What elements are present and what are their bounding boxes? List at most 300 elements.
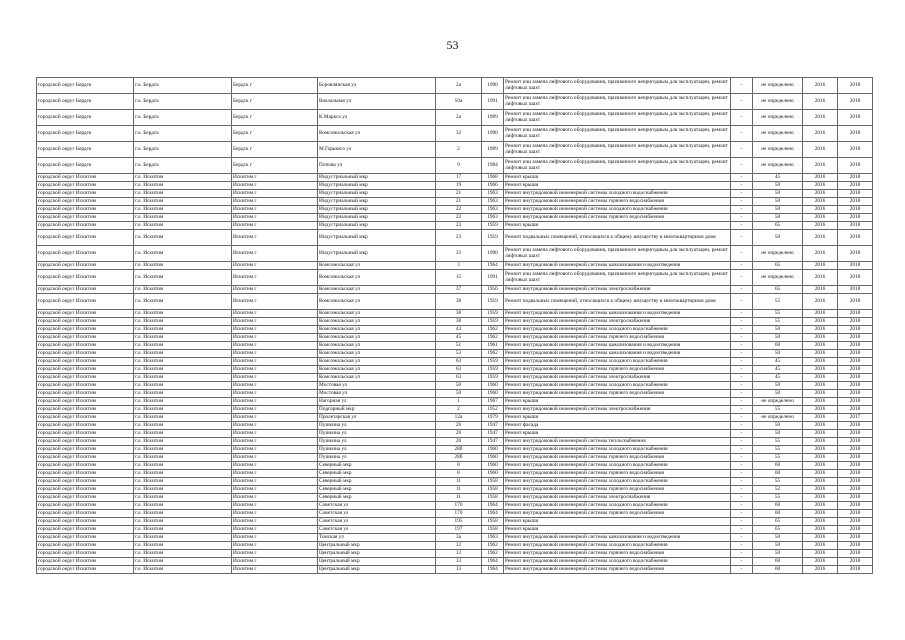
cost-cell: 50	[753, 182, 803, 190]
year-built-cell: 1963	[482, 190, 504, 198]
house-number-cell: 15	[436, 270, 482, 286]
locality-cell: Бердск г	[232, 110, 318, 126]
year-built-cell: 1990	[482, 126, 504, 142]
house-number-cell: 63	[436, 358, 482, 366]
year-built-cell: 1958	[482, 494, 504, 502]
cost-cell: 45	[753, 174, 803, 182]
locality-cell: Искитим г	[232, 486, 318, 494]
street-cell: Центральный мкр	[318, 550, 436, 558]
start-year-cell: 2016	[803, 214, 838, 222]
dash-cell: -	[731, 326, 753, 334]
end-year-cell: 2018	[838, 462, 873, 470]
end-year-cell: 2018	[838, 326, 873, 334]
dash-cell: -	[731, 430, 753, 438]
municipality-cell: городской округ Искитим	[37, 246, 134, 262]
municipality-cell: городской округ Искитим	[37, 550, 134, 558]
dash-cell: -	[731, 142, 753, 158]
year-built-cell: 1964	[482, 262, 504, 270]
locality-cell: Искитим г	[232, 262, 318, 270]
locality-cell: Искитим г	[232, 454, 318, 462]
cost-cell: не определено	[753, 142, 803, 158]
year-built-cell: 1961	[482, 342, 504, 350]
locality-cell: Искитим г	[232, 414, 318, 422]
end-year-cell: 2018	[838, 390, 873, 398]
dash-cell: -	[731, 374, 753, 382]
municipality-cell: городской округ Искитим	[37, 486, 134, 494]
end-year-cell: 2018	[838, 542, 873, 550]
year-built-cell: 1952	[482, 406, 504, 414]
house-number-cell: 3	[436, 262, 482, 270]
start-year-cell: 2016	[803, 510, 838, 518]
work-type-cell: Ремонт внутридомовой инженерной системы холодного водоснабжения	[504, 358, 731, 366]
locality-cell: Искитим г	[232, 270, 318, 286]
table-row	[37, 502, 873, 510]
work-type-cell: Ремонт внутридомовой инженерной системы канализования и водоотведения	[504, 534, 731, 542]
end-year-cell: 2018	[838, 510, 873, 518]
district-cell: г.о. Искитим	[134, 398, 232, 406]
municipality-cell: городской округ Бердск	[37, 126, 134, 142]
work-type-cell: Ремонт внутридомовой инженерной системы горячего водоснабжения	[504, 510, 731, 518]
street-cell: Комсомольская ул	[318, 286, 436, 294]
street-cell: Томская ул	[318, 534, 436, 542]
year-built-cell: 1958	[482, 478, 504, 486]
municipality-cell: городской округ Бердск	[37, 158, 134, 174]
municipality-cell: городской округ Искитим	[37, 510, 134, 518]
year-built-cell: 1947	[482, 430, 504, 438]
locality-cell: Искитим г	[232, 566, 318, 574]
year-built-cell: 1990	[482, 78, 504, 94]
district-cell: г.о. Искитим	[134, 438, 232, 446]
district-cell: г.о. Искитим	[134, 198, 232, 206]
start-year-cell: 2016	[803, 542, 838, 550]
district-cell: г.о. Искитим	[134, 542, 232, 550]
district-cell: г.о. Искитим	[134, 262, 232, 270]
dash-cell: -	[731, 534, 753, 542]
year-built-cell: 1956	[482, 286, 504, 294]
municipality-cell: городской округ Искитим	[37, 470, 134, 478]
start-year-cell: 2016	[803, 318, 838, 326]
street-cell: Комсомольская ул	[318, 334, 436, 342]
end-year-cell: 2018	[838, 174, 873, 182]
cost-cell: 50	[753, 350, 803, 358]
work-type-cell: Ремонт внутридомовой инженерной системы электроснабжения	[504, 406, 731, 414]
table-row	[37, 334, 873, 342]
house-number-cell: 170	[436, 510, 482, 518]
start-year-cell: 2016	[803, 550, 838, 558]
table-row	[37, 558, 873, 566]
table-row	[37, 454, 873, 462]
dash-cell: -	[731, 222, 753, 230]
house-number-cell: 195	[436, 518, 482, 526]
locality-cell: Искитим г	[232, 366, 318, 374]
table-row	[37, 438, 873, 446]
municipality-cell: городской округ Искитим	[37, 198, 134, 206]
start-year-cell: 2016	[803, 270, 838, 286]
street-cell: Центральный мкр	[318, 542, 436, 550]
municipality-cell: городской округ Искитим	[37, 534, 134, 542]
table-row	[37, 566, 873, 574]
start-year-cell: 2016	[803, 126, 838, 142]
end-year-cell: 2018	[838, 206, 873, 214]
year-built-cell: 1991	[482, 270, 504, 286]
end-year-cell: 2018	[838, 374, 873, 382]
work-type-cell: Ремонт внутридомовой инженерной системы канализования и водоотведения	[504, 350, 731, 358]
work-type-cell: Ремонт внутридомовой инженерной системы теплоснабжения	[504, 438, 731, 446]
district-cell: г.о. Бердск	[134, 94, 232, 110]
municipality-cell: городской округ Искитим	[37, 382, 134, 390]
dash-cell: -	[731, 422, 753, 430]
end-year-cell: 2018	[838, 198, 873, 206]
dash-cell: -	[731, 294, 753, 310]
house-number-cell: 11	[436, 494, 482, 502]
locality-cell: Искитим г	[232, 462, 318, 470]
house-number-cell: 63	[436, 374, 482, 382]
cost-cell: не определено	[753, 270, 803, 286]
district-cell: г.о. Искитим	[134, 174, 232, 182]
locality-cell: Искитим г	[232, 190, 318, 198]
locality-cell: Искитим г	[232, 542, 318, 550]
start-year-cell: 2016	[803, 230, 838, 246]
table-row	[37, 158, 873, 174]
start-year-cell: 2016	[803, 158, 838, 174]
cost-cell: 50	[753, 334, 803, 342]
dash-cell: -	[731, 438, 753, 446]
work-type-cell: Ремонт или замена лифтового оборудования, признанного непригодным для эксплуатации, ремонт лифтовых шахт	[504, 246, 731, 262]
end-year-cell: 2018	[838, 478, 873, 486]
locality-cell: Искитим г	[232, 286, 318, 294]
locality-cell: Искитим г	[232, 510, 318, 518]
municipality-cell: городской округ Искитим	[37, 262, 134, 270]
year-built-cell: 1967	[482, 398, 504, 406]
end-year-cell: 2018	[838, 382, 873, 390]
end-year-cell: 2018	[838, 230, 873, 246]
cost-cell: 55	[753, 294, 803, 310]
cost-cell: 60	[753, 502, 803, 510]
house-number-cell: 38	[436, 310, 482, 318]
locality-cell: Искитим г	[232, 430, 318, 438]
table-row	[37, 78, 873, 94]
end-year-cell: 2018	[838, 398, 873, 406]
end-year-cell: 2018	[838, 406, 873, 414]
locality-cell: Искитим г	[232, 342, 318, 350]
district-cell: г.о. Искитим	[134, 430, 232, 438]
cost-cell: 55	[753, 438, 803, 446]
municipality-cell: городской округ Искитим	[37, 542, 134, 550]
municipality-cell: городской округ Искитим	[37, 214, 134, 222]
end-year-cell: 2018	[838, 550, 873, 558]
start-year-cell: 2016	[803, 398, 838, 406]
street-cell: Комсомольская ул	[318, 294, 436, 310]
district-cell: г.о. Искитим	[134, 550, 232, 558]
dash-cell: -	[731, 478, 753, 486]
work-type-cell: Ремонт внутридомовой инженерной системы холодного водоснабжения	[504, 446, 731, 454]
start-year-cell: 2016	[803, 78, 838, 94]
end-year-cell: 2018	[838, 430, 873, 438]
cost-cell: 55	[753, 494, 803, 502]
table-row	[37, 518, 873, 526]
start-year-cell: 2016	[803, 566, 838, 574]
table-row	[37, 206, 873, 214]
street-cell: Центральный мкр	[318, 558, 436, 566]
house-number-cell: 22	[436, 214, 482, 222]
municipality-cell: городской округ Искитим	[37, 350, 134, 358]
street-cell: Комсомольская ул	[318, 350, 436, 358]
work-type-cell: Ремонт крыши	[504, 182, 731, 190]
district-cell: г.о. Искитим	[134, 318, 232, 326]
cost-cell: 55	[753, 318, 803, 326]
start-year-cell: 2016	[803, 198, 838, 206]
cost-cell: 45	[753, 358, 803, 366]
start-year-cell: 2016	[803, 246, 838, 262]
street-cell: М.Горького ул	[318, 142, 436, 158]
work-type-cell: Ремонт внутридомовой инженерной системы канализования и водоотведения	[504, 310, 731, 318]
locality-cell: Искитим г	[232, 294, 318, 310]
house-number-cell: 12а	[436, 414, 482, 422]
end-year-cell: 2018	[838, 222, 873, 230]
table-row	[37, 526, 873, 534]
municipality-cell: городской округ Искитим	[37, 454, 134, 462]
municipality-cell: городской округ Искитим	[37, 518, 134, 526]
municipality-cell: городской округ Искитим	[37, 406, 134, 414]
end-year-cell: 2018	[838, 534, 873, 542]
street-cell: Индустриальный мкр	[318, 230, 436, 246]
street-cell: Индустриальный мкр	[318, 182, 436, 190]
end-year-cell: 2018	[838, 470, 873, 478]
dash-cell: -	[731, 446, 753, 454]
work-type-cell: Ремонт внутридомовой инженерной системы холодного водоснабжения	[504, 542, 731, 550]
table-row	[37, 126, 873, 142]
cost-cell: 45	[753, 374, 803, 382]
cost-cell: 65	[753, 526, 803, 534]
house-number-cell: 12	[436, 550, 482, 558]
house-number-cell: 1	[436, 398, 482, 406]
year-built-cell: 1960	[482, 470, 504, 478]
table-row	[37, 142, 873, 158]
table-row	[37, 550, 873, 558]
table-row	[37, 390, 873, 398]
dash-cell: -	[731, 318, 753, 326]
district-cell: г.о. Искитим	[134, 246, 232, 262]
start-year-cell: 2016	[803, 446, 838, 454]
year-built-cell: 1989	[482, 110, 504, 126]
year-built-cell: 1959	[482, 310, 504, 318]
locality-cell: Искитим г	[232, 230, 318, 246]
house-number-cell: 13	[436, 558, 482, 566]
municipality-cell: городской округ Искитим	[37, 566, 134, 574]
house-number-cell: 38	[436, 318, 482, 326]
start-year-cell: 2016	[803, 478, 838, 486]
district-cell: г.о. Искитим	[134, 374, 232, 382]
locality-cell: Искитим г	[232, 446, 318, 454]
table-row	[37, 94, 873, 110]
locality-cell: Искитим г	[232, 206, 318, 214]
end-year-cell: 2018	[838, 294, 873, 310]
municipality-cell: городской округ Искитим	[37, 326, 134, 334]
district-cell: г.о. Искитим	[134, 358, 232, 366]
end-year-cell: 2018	[838, 502, 873, 510]
end-year-cell: 2018	[838, 350, 873, 358]
street-cell: Северный мкр	[318, 478, 436, 486]
municipality-cell: городской округ Искитим	[37, 502, 134, 510]
work-type-cell: Ремонт или замена лифтового оборудования, признанного непригодным для эксплуатации, ремонт лифтовых шахт	[504, 158, 731, 174]
work-type-cell: Ремонт внутридомовой инженерной системы холодного водоснабжения	[504, 382, 731, 390]
start-year-cell: 2016	[803, 206, 838, 214]
table-row	[37, 246, 873, 262]
dash-cell: -	[731, 398, 753, 406]
house-number-cell: 11	[436, 486, 482, 494]
dash-cell: -	[731, 470, 753, 478]
locality-cell: Бердск г	[232, 142, 318, 158]
work-type-cell: Ремонт крыши	[504, 526, 731, 534]
cost-cell: 55	[753, 446, 803, 454]
year-built-cell: 1984	[482, 158, 504, 174]
house-number-cell: 21	[436, 190, 482, 198]
municipality-cell: городской округ Искитим	[37, 230, 134, 246]
work-type-cell: Ремонт внутридомовой инженерной системы электроснабжения	[504, 374, 731, 382]
work-type-cell: Ремонт внутридомовой инженерной системы электроснабжения	[504, 318, 731, 326]
start-year-cell: 2016	[803, 526, 838, 534]
end-year-cell: 2017	[838, 414, 873, 422]
end-year-cell: 2018	[838, 158, 873, 174]
street-cell: Подгорный мкр	[318, 406, 436, 414]
street-cell: Мостовая ул	[318, 390, 436, 398]
work-type-cell: Ремонт внутридомовой инженерной системы горячего водоснабжения	[504, 214, 731, 222]
district-cell: г.о. Искитим	[134, 414, 232, 422]
municipality-cell: городской округ Искитим	[37, 318, 134, 326]
locality-cell: Искитим г	[232, 398, 318, 406]
municipality-cell: городской округ Искитим	[37, 358, 134, 366]
cost-cell: 60	[753, 342, 803, 350]
municipality-cell: городской округ Искитим	[37, 222, 134, 230]
year-built-cell: 1962	[482, 350, 504, 358]
dash-cell: -	[731, 454, 753, 462]
work-type-cell: Ремонт внутридомовой инженерной системы горячего водоснабжения	[504, 366, 731, 374]
street-cell: Индустриальный мкр	[318, 222, 436, 230]
street-cell: Пушкина ул	[318, 446, 436, 454]
dash-cell: -	[731, 382, 753, 390]
house-number-cell: 28б	[436, 446, 482, 454]
municipality-cell: городской округ Искитим	[37, 190, 134, 198]
district-cell: г.о. Бердск	[134, 126, 232, 142]
table-row	[37, 318, 873, 326]
locality-cell: Искитим г	[232, 558, 318, 566]
cost-cell: 50	[753, 214, 803, 222]
district-cell: г.о. Искитим	[134, 558, 232, 566]
start-year-cell: 2016	[803, 358, 838, 366]
table-row	[37, 406, 873, 414]
municipality-cell: городской округ Искитим	[37, 390, 134, 398]
house-number-cell: 11	[436, 478, 482, 486]
year-built-cell: 1962	[482, 334, 504, 342]
house-number-cell: 2	[436, 142, 482, 158]
start-year-cell: 2016	[803, 494, 838, 502]
street-cell: Комсомольская ул	[318, 366, 436, 374]
year-built-cell: 1958	[482, 486, 504, 494]
year-built-cell: 1964	[482, 502, 504, 510]
locality-cell: Бердск г	[232, 126, 318, 142]
year-built-cell: 1959	[482, 230, 504, 246]
end-year-cell: 2018	[838, 566, 873, 574]
start-year-cell: 2016	[803, 406, 838, 414]
dash-cell: -	[731, 206, 753, 214]
locality-cell: Искитим г	[232, 550, 318, 558]
dash-cell: -	[731, 518, 753, 526]
start-year-cell: 2016	[803, 518, 838, 526]
dash-cell: -	[731, 566, 753, 574]
municipality-cell: городской округ Бердск	[37, 142, 134, 158]
dash-cell: -	[731, 358, 753, 366]
house-number-cell: 22	[436, 206, 482, 214]
street-cell: Советская ул	[318, 526, 436, 534]
district-cell: г.о. Искитим	[134, 518, 232, 526]
dash-cell: -	[731, 78, 753, 94]
work-type-cell: Ремонт или замена лифтового оборудования, признанного непригодным для эксплуатации, ремонт лифтовых шахт	[504, 142, 731, 158]
start-year-cell: 2016	[803, 110, 838, 126]
dash-cell: -	[731, 334, 753, 342]
work-type-cell: Ремонт или замена лифтового оборудования, признанного непригодным для эксплуатации, ремонт лифтовых шахт	[504, 78, 731, 94]
house-number-cell: 19	[436, 182, 482, 190]
locality-cell: Искитим г	[232, 534, 318, 542]
cost-cell: 50	[753, 534, 803, 542]
municipality-cell: городской округ Искитим	[37, 558, 134, 566]
street-cell: Боровлянская ул	[318, 78, 436, 94]
cost-cell: 50	[753, 190, 803, 198]
work-type-cell: Ремонт внутридомовой инженерной системы холодного водоснабжения	[504, 326, 731, 334]
start-year-cell: 2016	[803, 534, 838, 542]
street-cell: Комсомольская ул	[318, 374, 436, 382]
house-number-cell: 33	[436, 246, 482, 262]
house-number-cell: 8	[436, 470, 482, 478]
start-year-cell: 2016	[803, 342, 838, 350]
street-cell: Индустриальный мкр	[318, 190, 436, 198]
dash-cell: -	[731, 230, 753, 246]
table-row	[37, 486, 873, 494]
table-row	[37, 350, 873, 358]
cost-cell: 50	[753, 422, 803, 430]
cost-cell: не определено	[753, 110, 803, 126]
work-type-cell: Ремонт внутридомовой инженерной системы холодного водоснабжения	[504, 502, 731, 510]
cost-cell: не определено	[753, 126, 803, 142]
dash-cell: -	[731, 558, 753, 566]
municipality-cell: городской округ Искитим	[37, 430, 134, 438]
dash-cell: -	[731, 550, 753, 558]
dash-cell: -	[731, 286, 753, 294]
house-number-cell: 23	[436, 230, 482, 246]
table-row	[37, 190, 873, 198]
dash-cell: -	[731, 94, 753, 110]
work-type-cell: Ремонт внутридомовой инженерной системы горячего водоснабжения	[504, 486, 731, 494]
work-type-cell: Ремонт подвальных помещений, относящихся к общему имуществу в многоквартирном доме	[504, 294, 731, 310]
cost-cell: 50	[753, 198, 803, 206]
dash-cell: -	[731, 414, 753, 422]
end-year-cell: 2018	[838, 190, 873, 198]
street-cell: Пушкина ул	[318, 422, 436, 430]
table-row	[37, 374, 873, 382]
district-cell: г.о. Искитим	[134, 270, 232, 286]
house-number-cell: 23	[436, 222, 482, 230]
cost-cell: не определено	[753, 158, 803, 174]
dash-cell: -	[731, 526, 753, 534]
work-type-cell: Ремонт внутридомовой инженерной системы канализования и водоотведения	[504, 262, 731, 270]
street-cell: Индустриальный мкр	[318, 214, 436, 222]
house-number-cell: 50	[436, 390, 482, 398]
district-cell: г.о. Искитим	[134, 470, 232, 478]
locality-cell: Искитим г	[232, 470, 318, 478]
municipality-cell: городской округ Искитим	[37, 438, 134, 446]
works-table-body	[37, 78, 873, 574]
work-type-cell: Ремонт крыши	[504, 518, 731, 526]
start-year-cell: 2016	[803, 374, 838, 382]
